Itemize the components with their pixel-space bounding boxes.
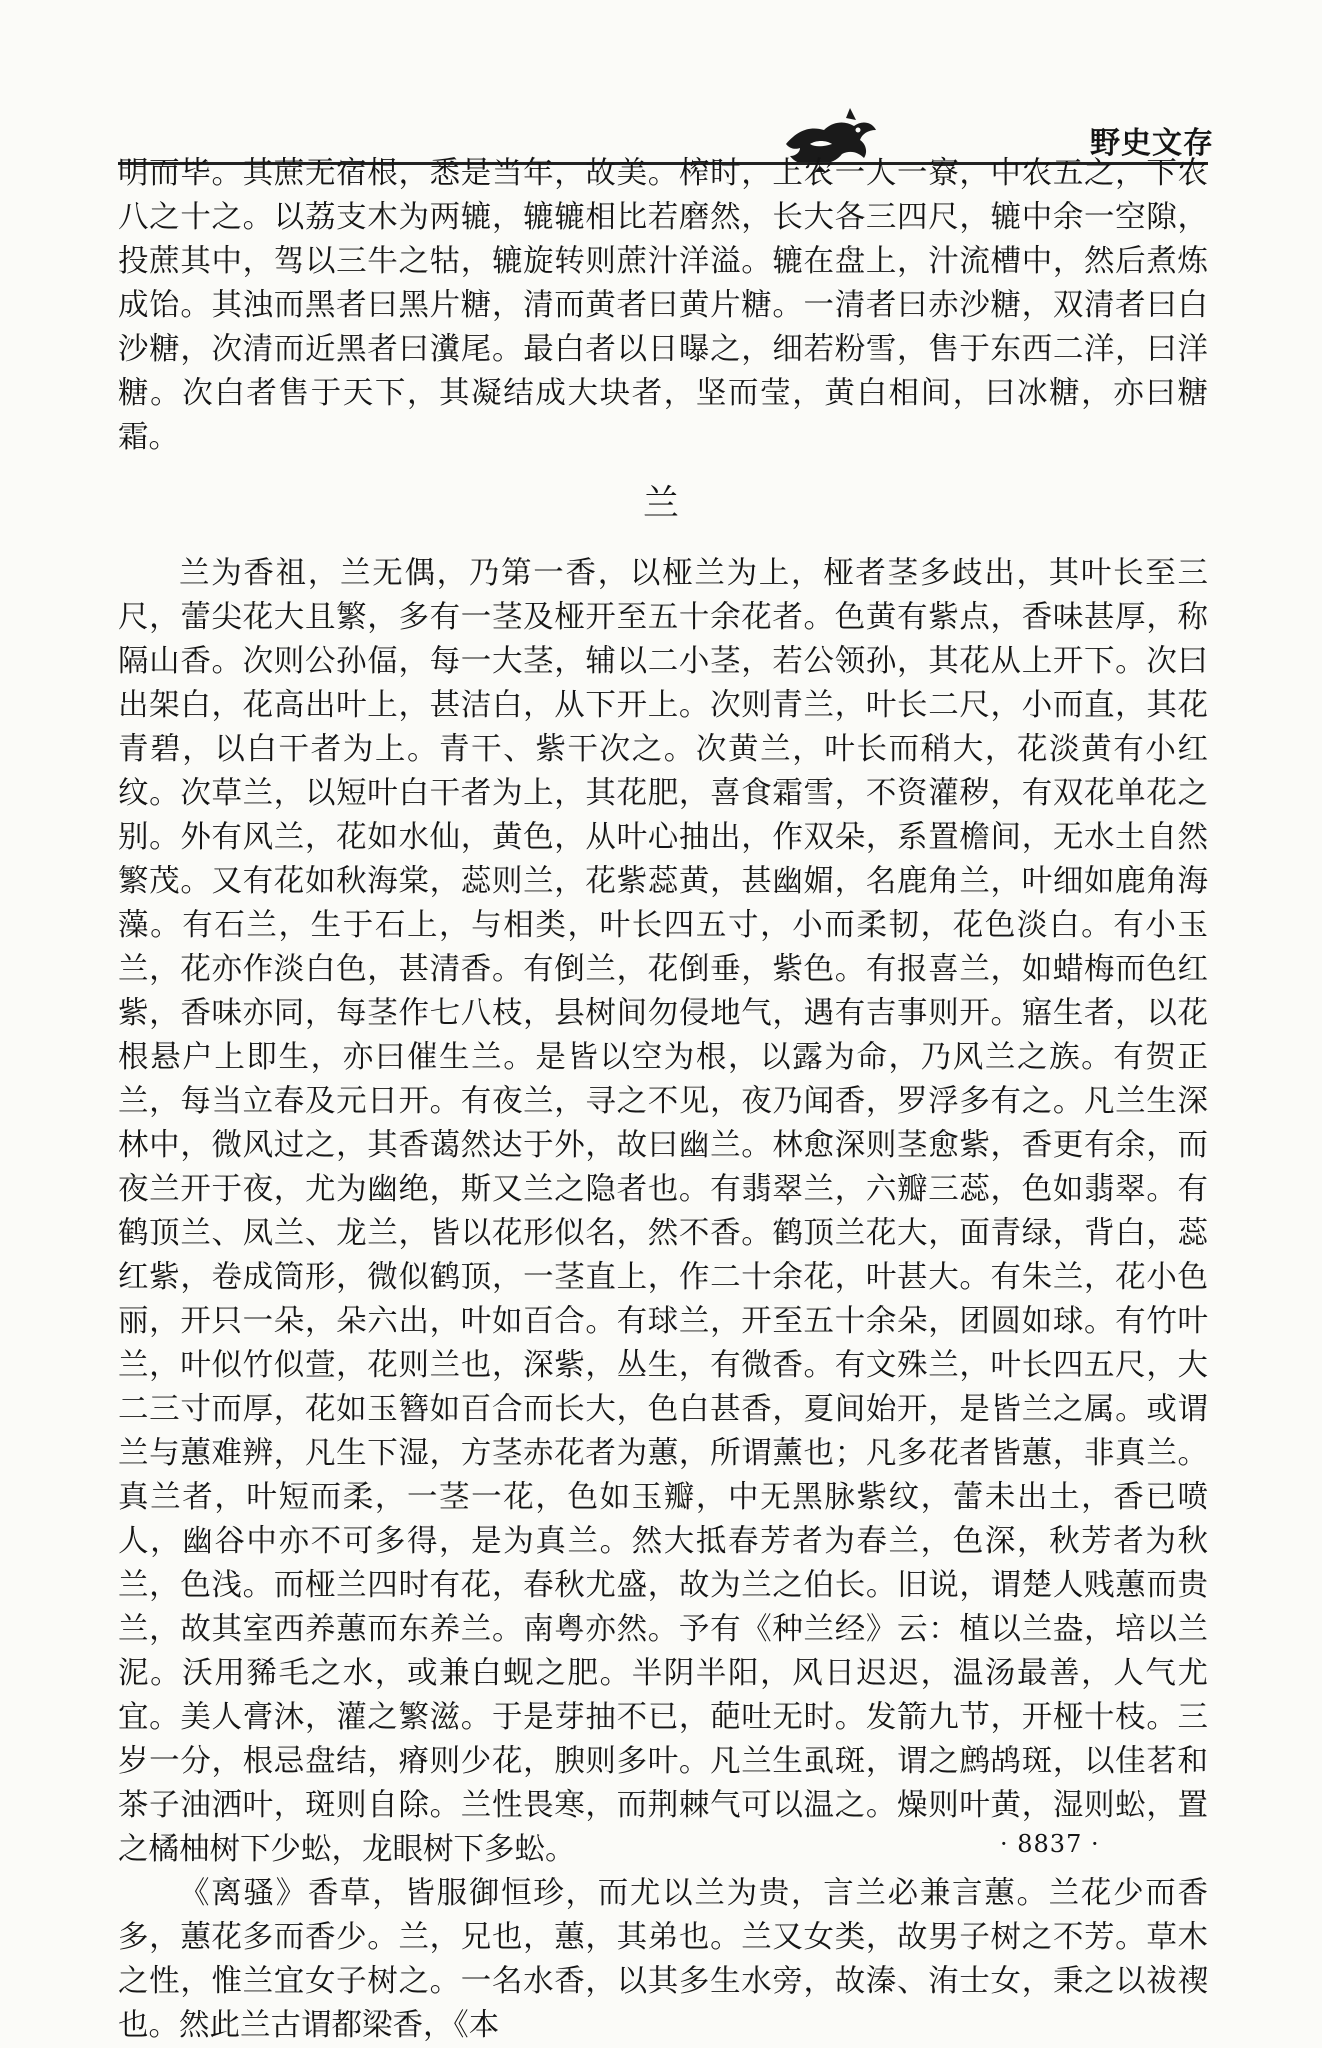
header-title: 野史文存 bbox=[1090, 126, 1214, 161]
top-text-block bbox=[118, 152, 1208, 460]
continued-paragraph: 明而毕。其蔗无宿根，悉是当年，故美。榨时，上农一人一寮，中农五之，下农八之十之。以荔支木为两辘，辘辘相比若磨然，长大各三四尺，辘中余一空隙，投蔗其中，驾以三牛之牯，辘旋转则蔗汁洋溢。辘在盘上，汁流槽中，然后煮炼成饴。其浊而黑者曰黑片糖，清而黄者曰黄片糖。一清者曰赤沙糖，双清者曰白沙糖，次清而近黑者曰瀵尾。最白者以日曝之，细若粉雪，售于东西二洋，曰洋糖。次白者售于天下，其凝结成大块者，坚而莹，黄白相间，曰冰糖，亦曰糖霜。 bbox=[118, 156, 1208, 455]
body-paragraph: 《离骚》香草，皆服御恒珍，而尤以兰为贵，言兰必兼言蕙。兰花少而香多，蕙花多而香少。兰，兄也，蕙，其弟也。兰又女类，故男子树之不芳。草木之性，惟兰宜女子树之。一名水香，以其多生水旁，故溱、洧士女，秉之以祓禊也。然此兰古谓都梁香，《本 bbox=[118, 1876, 1208, 2043]
page-number: · 8837 · bbox=[1000, 1830, 1100, 1858]
main-text-block bbox=[118, 552, 1208, 2048]
section-title: 兰 bbox=[642, 483, 679, 524]
body-paragraph: 兰为香祖，兰无偶，乃第一香，以桠兰为上，桠者茎多歧出，其叶长至三尺，蕾尖花大且繁，多有一茎及桠开至五十余花者。色黄有紫点，香味甚厚，称隔山香。次则公孙偪，每一大茎，辅以二小茎，若公领孙，其花从上开下。次曰出架白，花高出叶上，甚洁白，从下开上。次则青兰，叶长二尺，小而直，其花青碧，以白干者为上。青干、紫干次之。次黄兰，叶长而稍大，花淡黄有小红纹。次草兰，以短叶白干者为上，其花肥，喜食霜雪，不资灌秽，有双花单花之别。外有风兰，花如水仙，黄色，从叶心抽出，作双朵，系置檐间，无水土自然繁茂。又有花如秋海棠，蕊则兰，花紫蕊黄，甚幽媚，名鹿角兰，叶细如鹿角海藻。有石兰，生于石上，与相类，叶长四五寸，小而柔韧，花色淡白。有小玉兰，花亦作淡白色，甚清香。有倒兰，花倒垂，紫色。有报喜兰，如蜡梅而色红紫，香味亦同，每茎作七八枝，县树间勿侵地气，遇有吉事则开。寤生者，以花根悬户上即生，亦曰催生兰。是皆以空为根，以露为命，乃风兰之族。有贺正兰，每当立春及元日开。有夜兰，寻之不见，夜乃闻香，罗浮多有之。凡兰生深林中，微风过之，其香蔼然达于外，故曰幽兰。林愈深则茎愈紫，香更有余，而夜兰开于夜，尤为幽绝，斯又兰之隐者也。有翡翠兰，六瓣三蕊，色如翡翠。有鹤顶兰、凤兰、龙兰，皆以花形似名，然不香。鹤顶兰花大，面青绿，背白，蕊红紫，卷成筒形，微似鹤顶，一茎直上，作二十余花，叶甚大。有朱兰，花小色丽，开只一朵，朵六出，叶如百合。有球兰，开至五十余朵，团圆如球。有竹叶兰，叶似竹似萱，花则兰也，深紫，丛生，有微香。有文殊兰，叶长四五尺，大二三寸而厚，花如玉簪如百合而长大，色白甚香，夏间始开，是皆兰之属。或谓兰与蕙难辨，凡生下湿，方茎赤花者为蕙，所谓薰也；凡多花者皆蕙，非真兰。真兰者，叶短而柔，一茎一花，色如玉瓣，中无黑脉紫纹，蕾未出土，香已喷人，幽谷中亦不可多得，是为真兰。然大抵春芳者为春兰，色深，秋芳者为秋兰，色浅。而桠兰四时有花，春秋尤盛，故为兰之伯长。旧说，谓楚人贱蕙而贵兰，故其室西养蕙而东养兰。南粤亦然。予有《种兰经》云：植以兰盎，培以兰泥。沃用豨毛之水，或兼白蚬之肥。半阴半阳，风日迟迟，温汤最善，人气尤宜。美人膏沐，灌之繁滋。于是芽抽不已，葩吐无时。发箭九节，开桠十枝。三岁一分，根忌盘结，瘠则少花，腴则多叶。凡兰生虱斑，谓之鹧鸪斑，以佳茗和茶子油洒叶，斑则自除。兰性畏寒，而荆棘气可以温之。燥则叶黄，湿则蚣，置之橘柚树下少蚣，龙眼树下多蚣。 bbox=[118, 556, 1208, 1867]
